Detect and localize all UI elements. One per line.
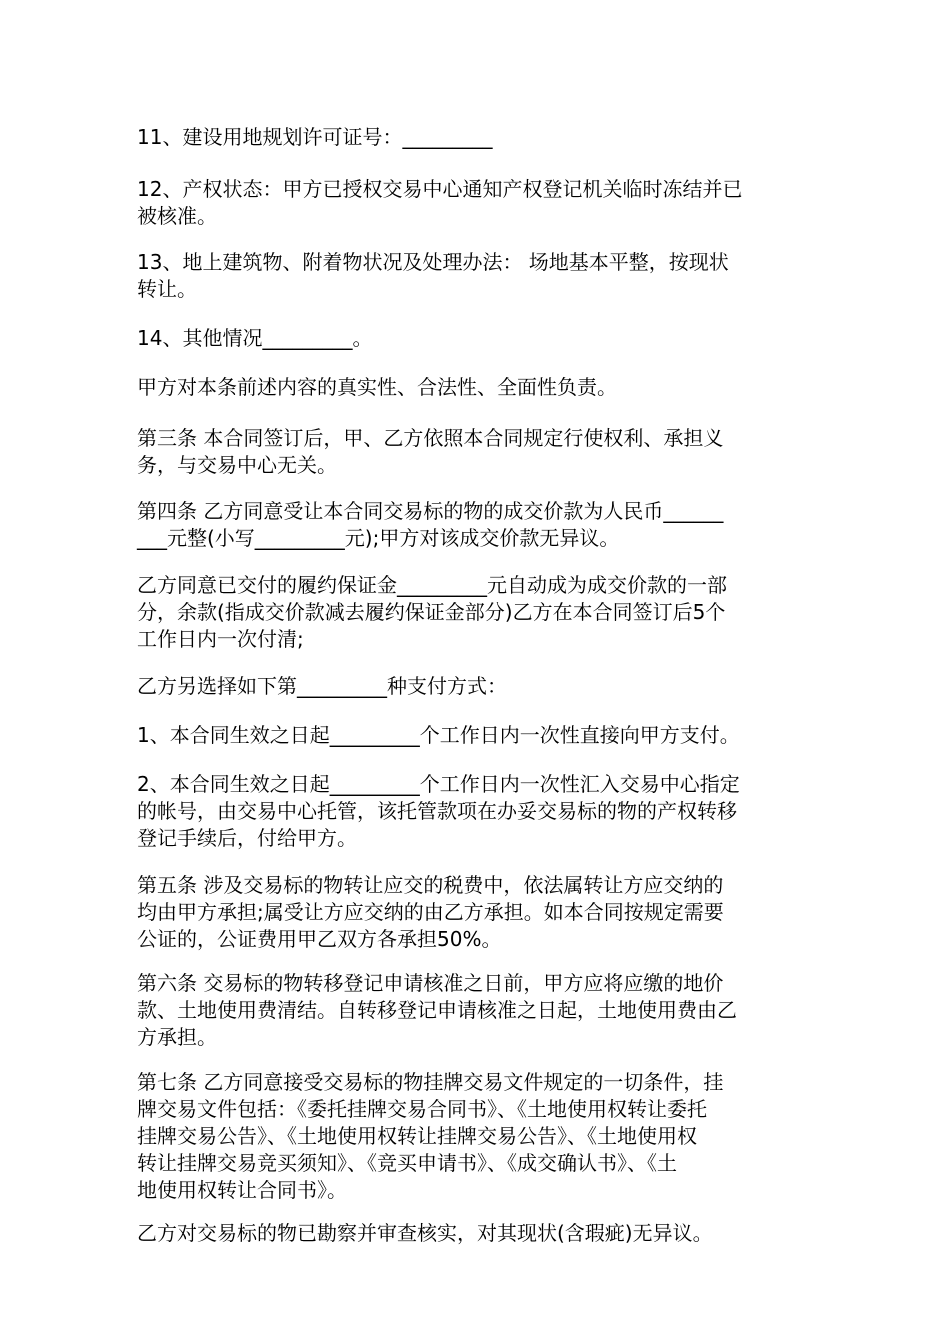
text-line: 甲方对本条前述内容的真实性、合法性、全面性负责。 [137,375,617,399]
text-line: 转让。 [137,277,197,301]
text-line: 第三条 本合同签订后，甲、乙方依照本合同规定行使权利、承担义 [137,426,724,450]
clause-13-buildings [137,249,817,303]
text-line: ___元整(小写_________元);甲方对该成交价款无异议。 [137,526,620,550]
clause-11-planning-permit [137,124,817,151]
text-line: 2、本合同生效之日起_________个工作日内一次性汇入交易中心指定 [137,772,740,796]
text-line: 转让挂牌交易竞买须知》、《竞买申请书》、《成交确认书》、《土 [137,1151,677,1175]
text-line: 1、本合同生效之日起_________个工作日内一次性直接向甲方支付。 [137,723,740,747]
responsibility-statement [137,374,817,401]
payment-method-choice [137,673,817,700]
article-5 [137,872,817,953]
text-line: 第七条 乙方同意接受交易标的物挂牌交易文件规定的一切条件，挂 [137,1070,724,1094]
text-line: 乙方另选择如下第_________种支付方式： [137,674,507,698]
clause-14-other [137,325,817,352]
text-line: 第五条 涉及交易标的物转让应交的税费中，依法属转让方应交纳的 [137,873,724,897]
text-line: 挂牌交易公告》、《土地使用权转让挂牌交易公告》、《土地使用权 [137,1124,697,1148]
text-line: 务，与交易中心无关。 [137,453,337,477]
text-line: 均由甲方承担;属受让方应交纳的由乙方承担。如本合同按规定需要 [137,900,724,924]
text-line: 牌交易文件包括：《委托挂牌交易合同书》、《土地使用权转让委托 [137,1097,707,1121]
text-line: 乙方对交易标的物已勘察并审查核实，对其现状(含瑕疵)无异议。 [137,1221,713,1245]
payment-option-1 [137,722,817,749]
text-line: 14、其他情况_________。 [137,326,373,350]
text-line: 12、产权状态：甲方已授权交易中心通知产权登记机关临时冻结并已 [137,177,743,201]
text-line: 分，余款(指成交价款减去履约保证金部分)乙方在本合同签订后5个 [137,600,726,624]
text-line: 第四条 乙方同意受让本合同交易标的物的成交价款为人民币______ [137,499,724,523]
text-line: 的帐号，由交易中心托管，该托管款项在办妥交易标的物的产权转移 [137,799,737,823]
deposit-clause [137,572,817,653]
text-line: 第六条 交易标的物转移登记申请核准之日前，甲方应将应缴的地价 [137,971,724,995]
article-6 [137,970,817,1051]
text-line: 公证的，公证费用甲乙双方各承担50%。 [137,927,502,951]
text-line: 乙方同意已交付的履约保证金_________元自动成为成交价款的一部 [137,573,727,597]
text-line: 登记手续后，付给甲方。 [137,826,357,850]
inspection-statement [137,1220,817,1247]
text-line: 地使用权转让合同书》。 [137,1178,347,1202]
clause-12-property-status [137,176,817,230]
article-3 [137,425,817,479]
article-4 [137,498,817,552]
text-line: 方承担。 [137,1025,217,1049]
text-line: 11、建设用地规划许可证号：_________ [137,125,493,149]
text-line: 被核准。 [137,204,217,228]
text-line: 工作日内一次付清; [137,627,304,651]
article-7 [137,1069,817,1204]
text-line: 款、土地使用费清结。自转移登记申请核准之日起，土地使用费由乙 [137,998,737,1022]
payment-option-2 [137,771,817,852]
text-line: 13、地上建筑物、附着物状况及处理办法： 场地基本平整，按现状 [137,250,729,274]
